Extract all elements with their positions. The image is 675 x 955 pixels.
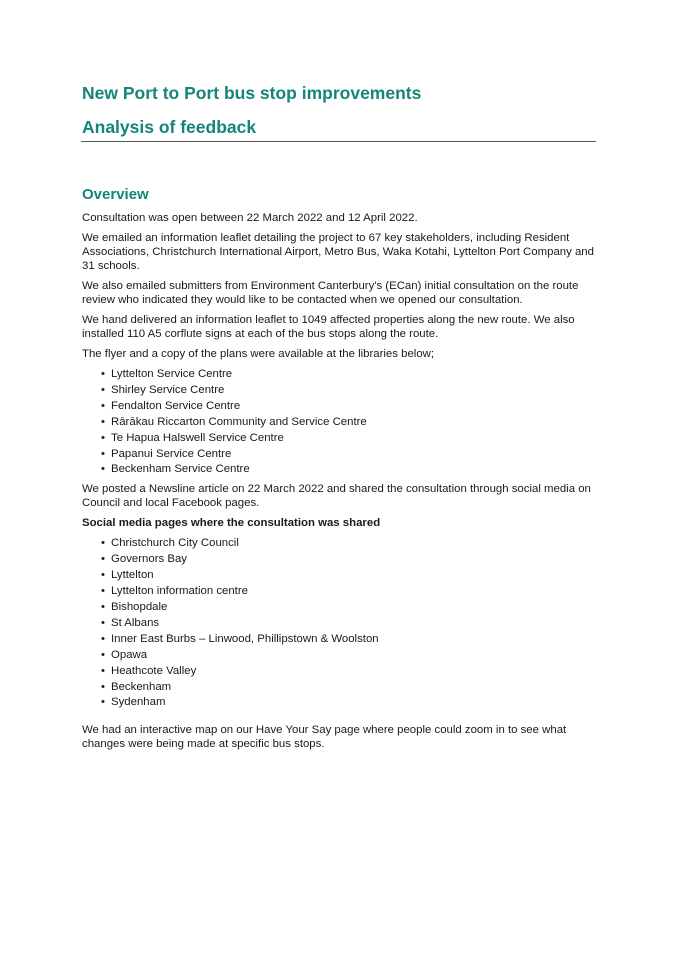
social-media-heading: Social media pages where the consultation was shared — [82, 517, 381, 530]
list-item: • Opawa — [101, 648, 597, 664]
paragraph-interactive-map: We had an interactive map on our Have Your Say page where people could zoom in to see what changes were being made at specific bus stops. — [82, 724, 567, 751]
list-item: • Heathcote Valley — [101, 664, 597, 680]
list-item: • Te Hapua Halswell Service Centre — [101, 431, 597, 447]
overview-section — [82, 185, 597, 757]
overview-heading: Overview — [82, 186, 149, 203]
page-title: New Port to Port bus stop improvements — [82, 83, 422, 103]
list-item: • Fendalton Service Centre — [101, 399, 597, 415]
list-item: • Christchurch City Council — [101, 536, 597, 552]
libraries-list — [82, 367, 597, 478]
list-item: • Sydenham — [101, 695, 597, 711]
paragraph-consultation-dates: Consultation was open between 22 March 2022 and 12 April 2022. — [82, 212, 418, 224]
title-divider — [81, 141, 596, 142]
list-item: • Rārākau Riccarton Community and Service Centre — [101, 415, 597, 431]
list-item: • Papanui Service Centre — [101, 447, 597, 463]
list-item: • Lyttelton information centre — [101, 584, 597, 600]
list-item: • Shirley Service Centre — [101, 383, 597, 399]
list-item: • Beckenham — [101, 680, 597, 696]
paragraph-libraries-intro: The flyer and a copy of the plans were available at the libraries below; — [82, 348, 435, 360]
list-item: • Lyttelton — [101, 568, 597, 584]
list-item: • Beckenham Service Centre — [101, 462, 597, 478]
list-item: • Governors Bay — [101, 552, 597, 568]
social-pages-list — [82, 536, 597, 711]
list-item: • St Albans — [101, 616, 597, 632]
list-item: • Lyttelton Service Centre — [101, 367, 597, 383]
paragraph-newsline: We posted a Newsline article on 22 March 2022 and shared the consultation through social media on Council and local Facebook pages. — [82, 483, 591, 510]
page-subtitle: Analysis of feedback — [82, 117, 257, 137]
list-item: • Bishopdale — [101, 600, 597, 616]
list-item: • Inner East Burbs – Linwood, Phillipstown & Woolston — [101, 632, 597, 648]
paragraph-leaflet-delivery: We hand delivered an information leaflet to 1049 affected properties along the new route. We also installed 110 A5 corflute signs at each of the bus stops along the route. — [82, 314, 575, 340]
paragraph-ecan-submitters: We also emailed submitters from Environment Canterbury's (ECan) initial consultation on the route review who indicated they would like to be contacted when we opened our consultation. — [82, 280, 579, 306]
paragraph-stakeholder-emails: We emailed an information leaflet detailing the project to 67 key stakeholders, including Resident Associations, Christchurch International Airport, Metro Bus, Waka Kotahi, Lyttelton Port Company and 31 schools. — [82, 232, 594, 272]
